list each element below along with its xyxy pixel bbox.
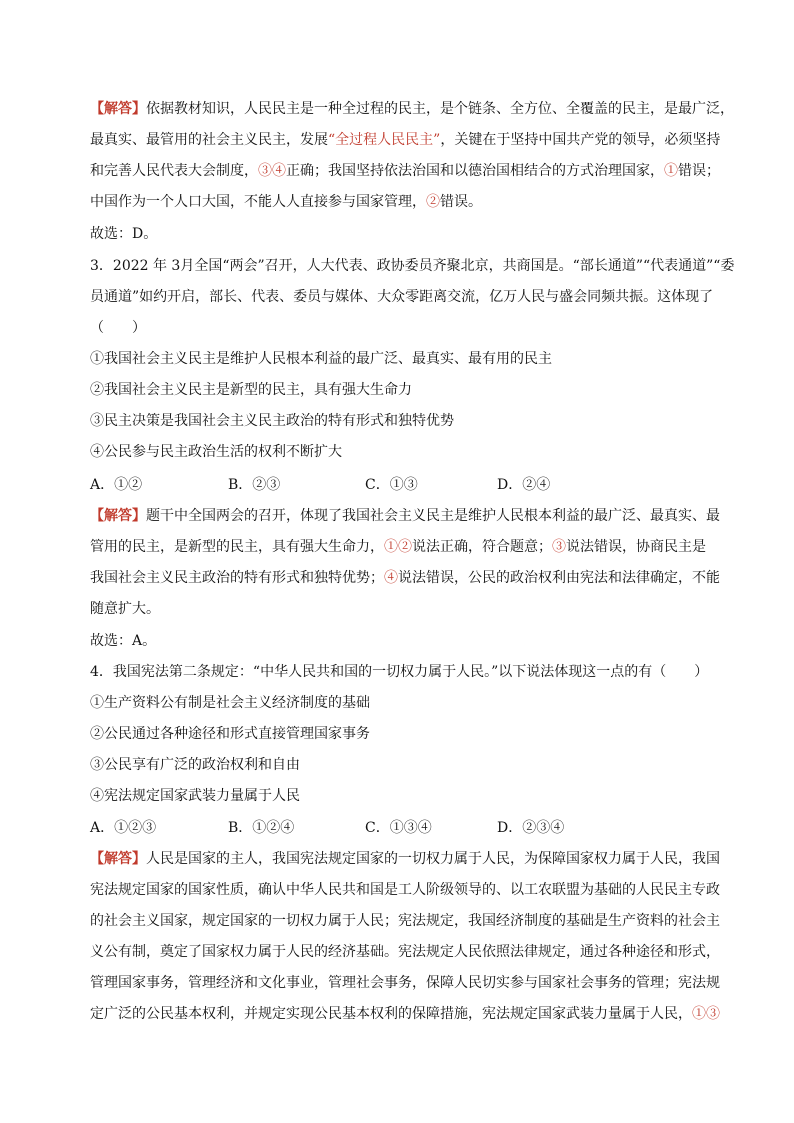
answer-4-line-1 — [90, 849, 720, 869]
answer-2-line-4 — [90, 192, 482, 212]
answer-3-line-3 — [90, 568, 720, 588]
question-4-stem: 4．我国宪法第二条规定：“中华人民共和国的一切权力属于人民。”以下说法体现这一点的有（ ） — [90, 664, 709, 680]
answer-text: 说法正确，符合题意； — [412, 539, 552, 555]
answer-highlight: ③④ — [258, 163, 286, 179]
answer-tag: 【解答】 — [90, 508, 146, 524]
answer-text: 和完善人民代表大会制度， — [90, 163, 258, 179]
answer-highlight: ①③ — [692, 1006, 720, 1022]
answer-4-line-4: 义公有制，奠定了国家权力属于人民的经济基础。宪法规定人民依照法律规定，通过各种途径和形式， — [90, 944, 720, 960]
answer-4-line-5: 管理国家事务，管理经济和文化事业，管理社会事务，保障人民切实参与国家社会事务的管理；宪法规 — [90, 975, 720, 991]
answer-highlight: ④ — [384, 570, 398, 586]
answer-text: 随意扩大。 — [90, 601, 160, 617]
answer-2-line-3 — [90, 161, 720, 181]
question-3-option-b: B．②③ — [228, 477, 281, 493]
question-4-statement-1: ①生产资料公有制是社会主义经济制度的基础 — [90, 695, 370, 711]
answer-text: 说法错误，协商民主是 — [566, 539, 706, 555]
answer-highlight: ① — [664, 163, 678, 179]
answer-highlight: “全过程人民民主” — [328, 132, 441, 148]
answer-3-line-2 — [90, 537, 706, 557]
question-4-option-a: A．①②③ — [90, 820, 157, 836]
answer-4-line-3: 的社会主义国家，规定国家的一切权力属于人民；宪法规定，我国经济制度的基础是生产资料的社会主 — [90, 913, 720, 929]
answer-text: 依据教材知识，人民民主是一种全过程的民主，是个链条、全方位、全覆盖的民主，是最广泛， — [146, 101, 734, 117]
answer-text: 中国作为一个人口大国，不能人人直接参与国家管理， — [90, 194, 426, 210]
answer-tag: 【解答】 — [90, 851, 146, 867]
question-3-option-a: A．①② — [90, 477, 143, 493]
answer-4-line-6 — [90, 1004, 720, 1024]
answer-2-result: 故选：D。 — [90, 226, 158, 242]
question-3-option-d: D．②④ — [497, 477, 551, 493]
answer-tag: 【解答】 — [90, 101, 146, 117]
answer-text: 错误； — [678, 163, 720, 179]
answer-text: 人民是国家的主人，我国宪法规定国家的一切权力属于人民，为保障国家权力属于人民，我国 — [146, 851, 720, 867]
question-4-statement-2: ②公民通过各种途径和形式直接管理国家事务 — [90, 726, 370, 742]
answer-2-line-1 — [90, 99, 734, 119]
answer-highlight: ①② — [384, 539, 412, 555]
answer-text: 定广泛的公民基本权利，并规定实现公民基本权利的保障措施，宪法规定国家武装力量属于人民， — [90, 1006, 692, 1022]
question-4-statement-3: ③公民享有广泛的政治权利和自由 — [90, 757, 300, 773]
question-4-option-d: D．②③④ — [497, 820, 565, 836]
answer-3-line-1 — [90, 506, 720, 526]
answer-3-line-4 — [90, 599, 160, 619]
answer-2-line-2 — [90, 130, 720, 150]
answer-text: 最真实、最管用的社会主义民主，发展 — [90, 132, 328, 148]
question-3-option-c: C．①③ — [365, 477, 418, 493]
question-3-statement-2: ②我国社会主义民主是新型的民主，具有强大生命力 — [90, 382, 412, 398]
question-3-statement-1: ①我国社会主义民主是维护人民根本利益的最广泛、最真实、最有用的民主 — [90, 351, 552, 367]
question-3-stem-2: 员通道”如约开启，部长、代表、委员与媒体、大众零距离交流，亿万人民与盛会同频共振。这体现了 — [90, 289, 714, 305]
answer-3-result: 故选：A。 — [90, 633, 157, 649]
question-3-stem-1: 3．2022 年 3月全国“两会”召开，人大代表、政协委员齐聚北京，共商国是。“部长通道”“代表通道”“委 — [90, 258, 735, 274]
question-4-option-b: B．①②④ — [228, 820, 295, 836]
answer-text: 我国社会主义民主政治的特有形式和独特优势； — [90, 570, 384, 586]
answer-text: 正确；我国坚持依法治国和以德治国相结合的方式治理国家， — [286, 163, 664, 179]
question-3-statement-3: ③民主决策是我国社会主义民主政治的特有形式和独特优势 — [90, 413, 454, 429]
answer-text: 说法错误，公民的政治权利由宪法和法律确定，不能 — [398, 570, 720, 586]
answer-text: ，关键在于坚持中国共产党的领导，必须坚持 — [440, 132, 721, 148]
answer-4-line-2: 宪法规定国家的国家性质，确认中华人民共和国是工人阶级领导的、以工农联盟为基础的人民民主专政 — [90, 882, 720, 898]
answer-highlight: ② — [426, 194, 440, 210]
question-3-stem-3: （ ） — [90, 320, 146, 336]
answer-text: 管用的民主，是新型的民主，具有强大生命力， — [90, 539, 384, 555]
answer-text: 错误。 — [440, 194, 482, 210]
question-3-statement-4: ④公民参与民主政治生活的权利不断扩大 — [90, 444, 342, 460]
answer-text: 题干中全国两会的召开，体现了我国社会主义民主是维护人民根本利益的最广泛、最真实、最 — [146, 508, 720, 524]
question-4-option-c: C．①③④ — [365, 820, 432, 836]
answer-highlight: ③ — [552, 539, 566, 555]
question-4-statement-4: ④宪法规定国家武装力量属于人民 — [90, 788, 300, 804]
